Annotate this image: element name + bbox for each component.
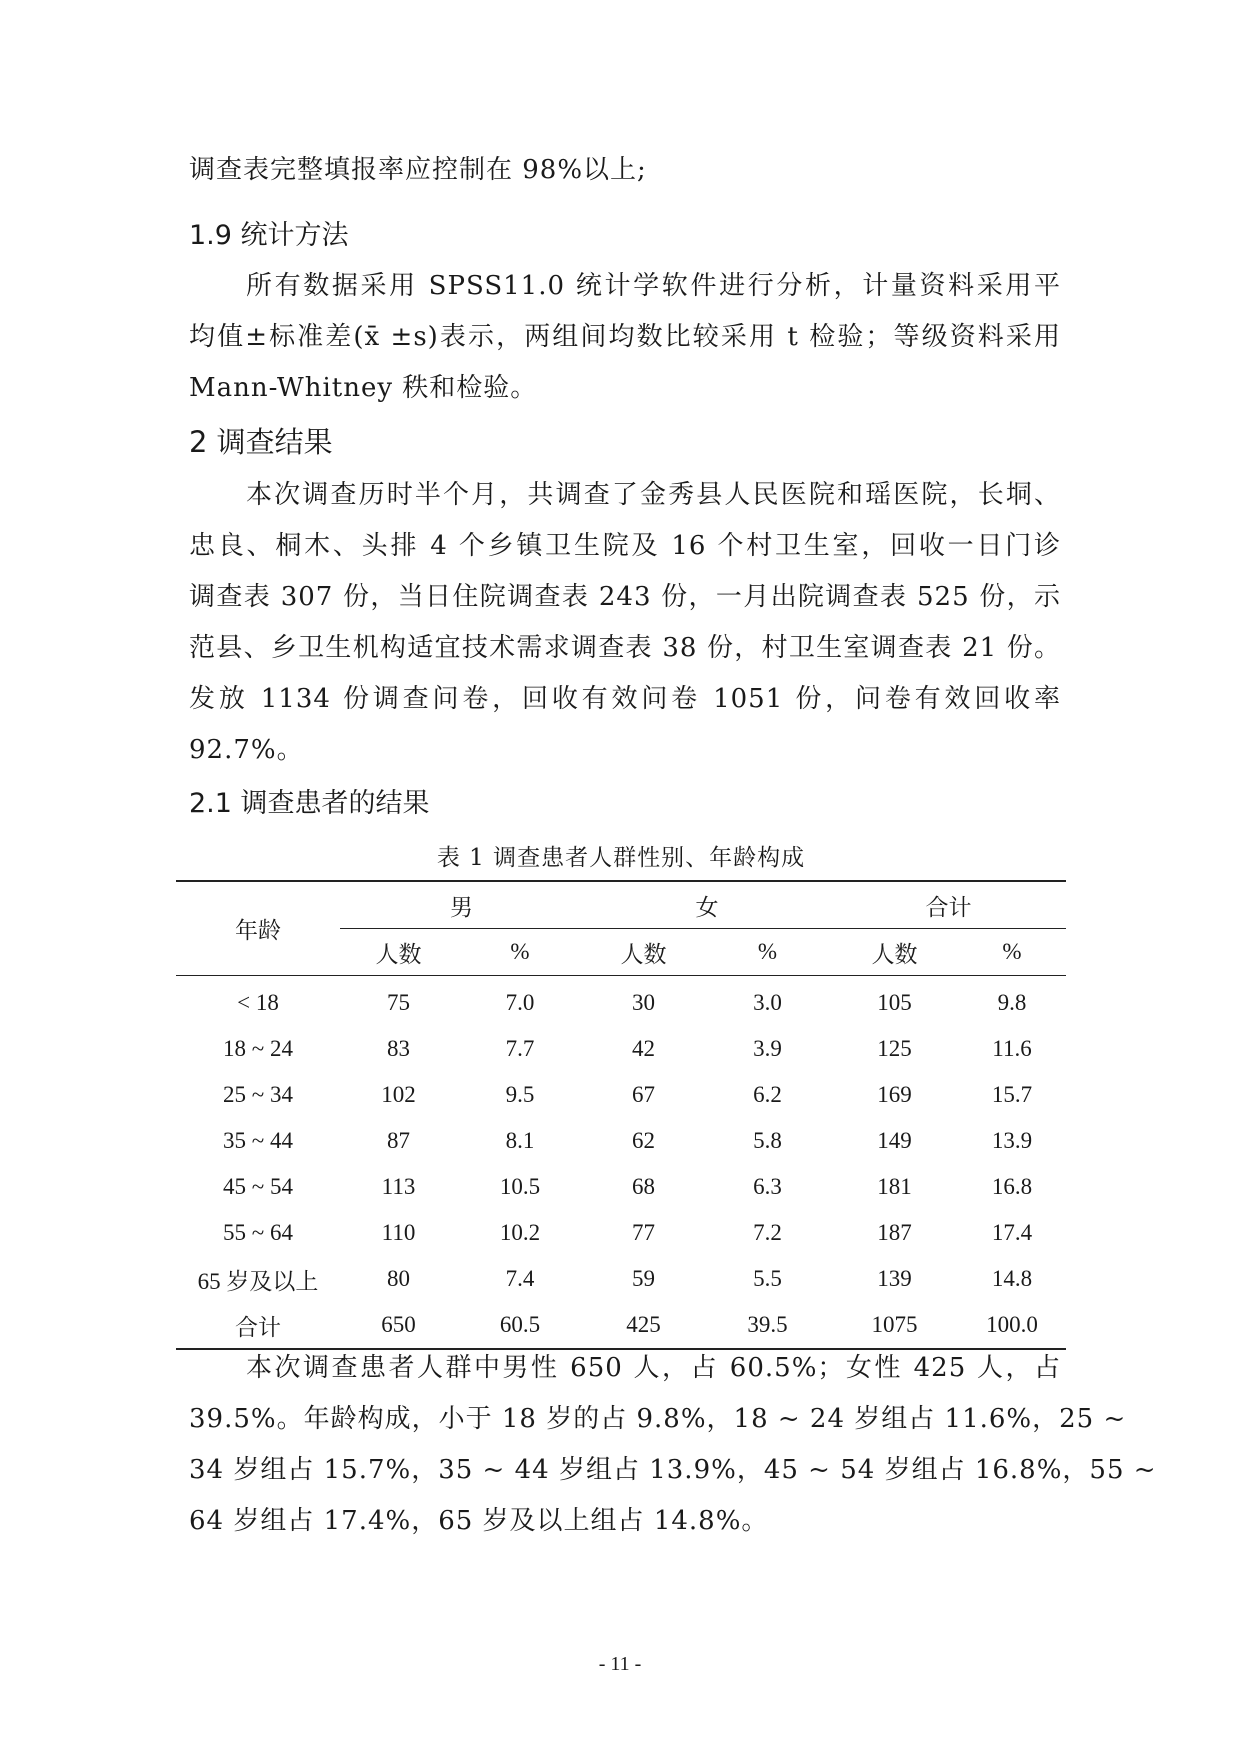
- header-total-count: 人数: [831, 929, 958, 976]
- cell-female-pct: 5.5: [753, 1266, 782, 1291]
- cell-female-pct: 5.8: [753, 1128, 782, 1153]
- paragraph-line: 64 岁组占 17.4%，65 岁及以上组占 14.8%。: [189, 1506, 769, 1536]
- cell-male-count: 75: [387, 990, 410, 1015]
- table-row-total: [176, 1302, 1066, 1349]
- cell-total-pct: 17.4: [991, 1220, 1033, 1245]
- cell-total-pct: 9.8: [997, 990, 1027, 1015]
- cell-total-count: 169: [877, 1082, 912, 1107]
- cell-total-count: 149: [877, 1128, 912, 1153]
- cell-male-count: 87: [387, 1128, 410, 1153]
- cell-total-count: 187: [877, 1220, 912, 1245]
- cell-total-pct: 11.6: [992, 1036, 1032, 1061]
- cell-female-count: 68: [632, 1174, 655, 1199]
- cell-age: 55 ~ 64: [223, 1220, 293, 1245]
- paragraph-line: 调查表 307 份，当日住院调查表 243 份，一月出院调查表 525 份，示: [189, 582, 1061, 612]
- cell-male-count: 102: [381, 1082, 416, 1107]
- cell-total-pct: 15.7: [991, 1082, 1033, 1107]
- header-male-pct: %: [457, 929, 583, 976]
- table-row: [176, 1072, 1066, 1118]
- cell-female-count: 42: [632, 1036, 655, 1061]
- paragraph-line: 所有数据采用 SPSS11.0 统计学软件进行分析，计量资料采用平: [246, 271, 1061, 301]
- paragraph-line: 92.7%。: [189, 735, 304, 765]
- cell-age: < 18: [237, 990, 279, 1015]
- cell-total-count: 139: [877, 1266, 912, 1291]
- cell-age: 65 岁及以上: [197, 1268, 319, 1294]
- cell-age: 45 ~ 54: [223, 1174, 293, 1199]
- cell-total-count: 1075: [831, 1302, 958, 1349]
- header-male: 男: [340, 881, 583, 929]
- cell-total-count: 105: [877, 990, 912, 1015]
- cell-female-pct: 7.2: [753, 1220, 782, 1245]
- table-row: [176, 1210, 1066, 1256]
- section-heading-1-9: 1.9 统计方法: [189, 220, 349, 251]
- table-row: [176, 1164, 1066, 1210]
- cell-male-count: 110: [381, 1220, 416, 1245]
- cell-male-pct: 7.7: [505, 1036, 535, 1061]
- cell-male-pct: 60.5: [457, 1302, 583, 1349]
- paragraph-line: 范县、乡卫生机构适宜技术需求调查表 38 份，村卫生室调查表 21 份。: [189, 633, 1061, 663]
- paragraph-line: 忠良、桐木、头排 4 个乡镇卫生院及 16 个村卫生室，回收一日门诊: [189, 531, 1061, 561]
- header-female-count: 人数: [583, 929, 704, 976]
- cell-female-pct: 39.5: [704, 1302, 831, 1349]
- cell-age: 35 ~ 44: [223, 1128, 293, 1153]
- header-male-count: 人数: [340, 929, 457, 976]
- cell-female-count: 30: [632, 990, 655, 1015]
- section-heading-2: 2 调查结果: [189, 425, 333, 459]
- paragraph-line: 均值±标准差(x̄ ±s)表示，两组间均数比较采用 t 检验；等级资料采用: [189, 322, 1061, 352]
- paragraph-line: 本次调查患者人群中男性 650 人，占 60.5%；女性 425 人，占: [246, 1353, 1061, 1383]
- table-caption: 表 1 调查患者人群性别、年龄构成: [436, 845, 806, 871]
- cell-male-pct: 7.4: [505, 1266, 535, 1291]
- header-age: 年龄: [176, 881, 340, 976]
- cell-female-pct: 6.2: [753, 1082, 782, 1107]
- cell-female-count: 62: [632, 1128, 655, 1153]
- cell-female-count: 59: [632, 1266, 655, 1291]
- paragraph-line: 发放 1134 份调查问卷，回收有效问卷 1051 份，问卷有效回收率: [189, 684, 1061, 714]
- cell-age: 25 ~ 34: [223, 1082, 293, 1107]
- cell-male-pct: 9.5: [505, 1082, 535, 1107]
- table-row: [176, 1118, 1066, 1164]
- cell-male-pct: 8.1: [505, 1128, 535, 1153]
- table-row: [176, 976, 1066, 1027]
- cell-age: 18 ~ 24: [223, 1036, 293, 1061]
- cell-female-count: 425: [583, 1302, 704, 1349]
- paragraph-line: 39.5%。年龄构成，小于 18 岁的占 9.8%，18 ~ 24 岁组占 11.6%，25 ~: [189, 1404, 1127, 1434]
- section-heading-2-1: 2.1 调查患者的结果: [189, 788, 430, 819]
- header-female-pct: %: [704, 929, 831, 976]
- header-total: 合计: [831, 881, 1066, 929]
- cell-male-pct: 10.2: [499, 1220, 541, 1245]
- cell-total-count: 125: [877, 1036, 912, 1061]
- paragraph-line: 调查表完整填报率应控制在 98%以上;: [189, 155, 647, 185]
- cell-male-count: 113: [381, 1174, 416, 1199]
- cell-total-pct: 100.0: [958, 1302, 1066, 1349]
- cell-female-pct: 3.0: [753, 990, 782, 1015]
- cell-male-count: 80: [387, 1266, 410, 1291]
- header-female: 女: [583, 881, 831, 929]
- cell-total-pct: 14.8: [991, 1266, 1033, 1291]
- table-row: [176, 1026, 1066, 1072]
- cell-total-count: 181: [877, 1174, 912, 1199]
- cell-male-pct: 7.0: [505, 990, 535, 1015]
- cell-total-pct: 13.9: [991, 1128, 1033, 1153]
- cell-age: 合计: [176, 1302, 340, 1349]
- cell-total-pct: 16.8: [991, 1174, 1033, 1199]
- cell-male-count: 650: [340, 1302, 457, 1349]
- paragraph-line: 本次调查历时半个月，共调查了金秀县人民医院和瑶医院，长垌、: [246, 480, 1061, 510]
- age-gender-table: [176, 880, 1066, 1350]
- cell-female-count: 67: [632, 1082, 655, 1107]
- page-number: - 11 -: [598, 1653, 642, 1675]
- paragraph-line: Mann-Whitney 秩和检验。: [189, 373, 538, 403]
- table-row: [176, 1256, 1066, 1302]
- header-total-pct: %: [958, 929, 1066, 976]
- cell-male-pct: 10.5: [499, 1174, 541, 1199]
- cell-male-count: 83: [387, 1036, 410, 1061]
- paragraph-line: 34 岁组占 15.7%，35 ~ 44 岁组占 13.9%，45 ~ 54 岁组占 16.8%，55 ~: [189, 1455, 1157, 1485]
- cell-female-pct: 3.9: [753, 1036, 782, 1061]
- cell-female-pct: 6.3: [753, 1174, 782, 1199]
- cell-female-count: 77: [632, 1220, 655, 1245]
